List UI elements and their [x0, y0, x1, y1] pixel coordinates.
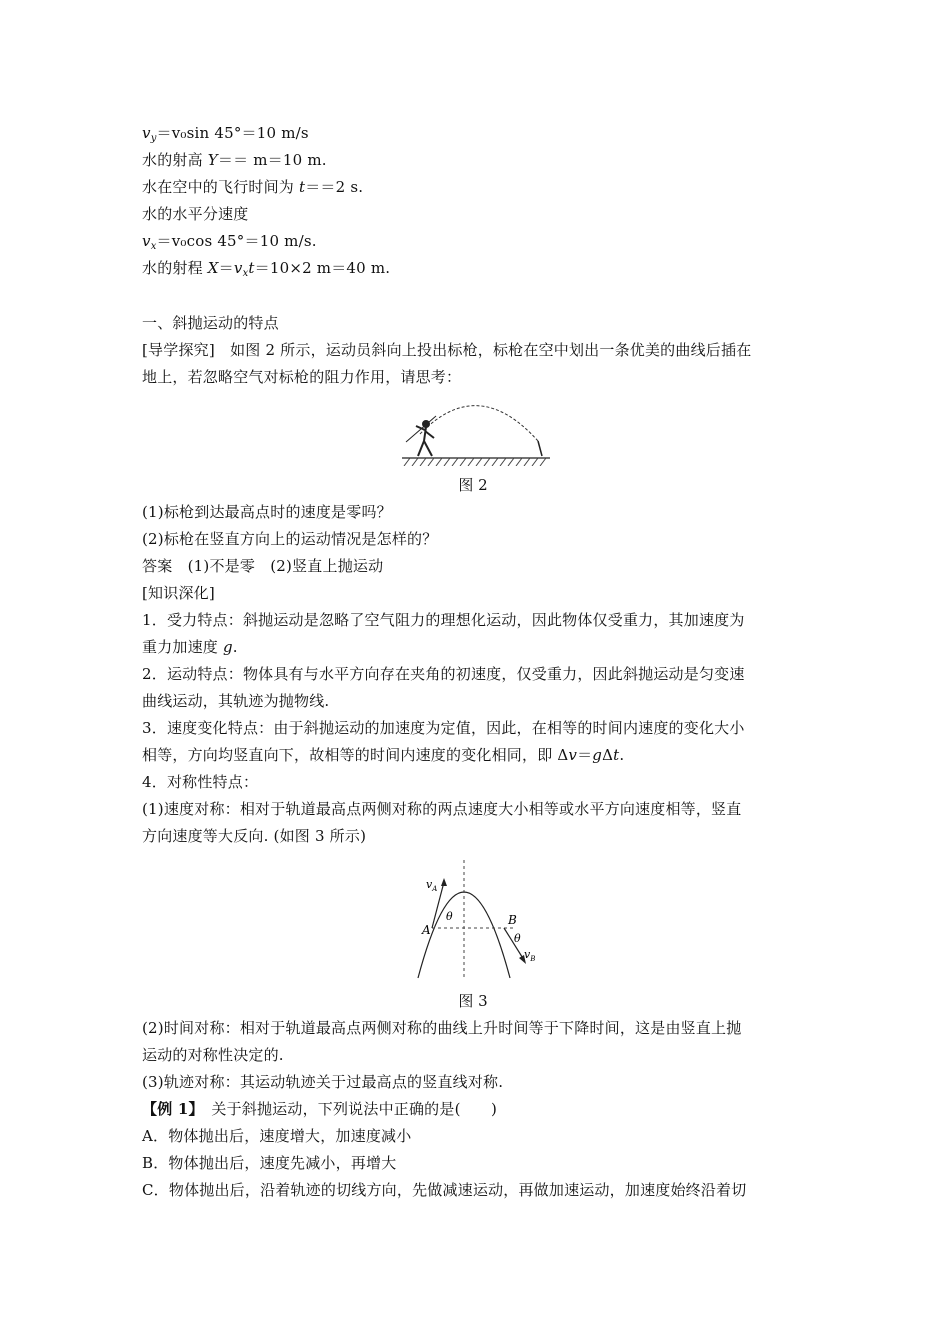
answer-line: 答案 (1)不是零 (2)竖直上抛运动: [142, 557, 384, 575]
symmetry-1-line-1: (1)速度对称：相对于轨道最高点两侧对称的两点速度大小相等或水平方向速度相等，竖直: [142, 800, 742, 818]
figure-2-javelin: [398, 396, 550, 466]
vy-equation: $v_y=v_0\sin$ 45°＝10 m/s: [142, 124, 309, 144]
point-1-line-2: 重力加速度 g.: [142, 638, 238, 656]
option-c: C．物体抛出后，沿着轨迹的切线方向，先做减速运动，再做加速运动，加速度始终沿着切: [142, 1181, 747, 1199]
question-2: (2)标枪在竖直方向上的运动情况是怎样的？: [142, 530, 438, 548]
option-b: B．物体抛出后，速度先减小，再增大: [142, 1154, 397, 1172]
example-1-stem: 【例 1】 关于斜抛运动，下列说法中正确的是( ): [142, 1100, 498, 1118]
fig3-vB-label: $v_B$: [524, 948, 536, 963]
fig3-point-B: B: [508, 913, 517, 927]
inquiry-text-2: 地上，若忽略空气对标枪的阻力作用，请思考：: [142, 368, 462, 386]
section-heading: 一、斜抛运动的特点: [142, 314, 279, 332]
flight-time-line: 水在空中的飞行时间为 t＝＝2 s.: [142, 178, 364, 196]
point-1-line-1: 1．受力特点：斜抛运动是忽略了空气阻力的理想化运动，因此物体仅受重力，其加速度为: [142, 611, 745, 629]
point-3-line-2: 相等，方向均竖直向下，故相等的时间内速度的变化相同，即 Δv＝gΔt.: [142, 746, 625, 764]
knowledge-heading: [知识深化]: [142, 584, 215, 602]
fig3-theta-right: θ: [514, 932, 521, 945]
point-2-line-1: 2．运动特点：物体具有与水平方向存在夹角的初速度，仅受重力，因此斜抛运动是匀变速: [142, 665, 745, 683]
option-a: A．物体抛出后，速度增大，加速度减小: [142, 1127, 412, 1145]
symmetry-2-line-2: 运动的对称性决定的.: [142, 1046, 284, 1064]
point-4-heading: 4．对称性特点：: [142, 773, 259, 791]
symmetry-1-line-2: 方向速度等大反向. (如图 3 所示): [142, 827, 367, 845]
horizontal-velocity-label: 水的水平分速度: [142, 205, 249, 223]
fig3-vA-label: $v_A$: [426, 878, 438, 893]
fig3-point-A: A: [422, 923, 431, 937]
figure-2-caption: 图 2: [458, 476, 488, 494]
range-line: 水的射程 $X=v_xt=10\times 2$ m＝40 m.: [142, 259, 391, 279]
fig3-theta-left: θ: [446, 910, 453, 923]
symmetry-3-line: (3)轨迹对称：其运动轨迹关于过最高点的竖直线对称.: [142, 1073, 504, 1091]
example-1-tag: 【例 1】: [142, 1100, 197, 1118]
vx-equation: $v_x=v_0\cos$ 45°＝10 m/s.: [142, 232, 317, 252]
figure-3-trajectory: [412, 858, 542, 984]
symmetry-2-line-1: (2)时间对称：相对于轨道最高点两侧对称的曲线上升时间等于下降时间，这是由竖直上抛: [142, 1019, 742, 1037]
point-2-line-2: 曲线运动，其轨迹为抛物线.: [142, 692, 330, 710]
question-1: (1)标枪到达最高点时的速度是零吗？: [142, 503, 392, 521]
figure-3-caption: 图 3: [458, 992, 488, 1010]
water-height-line: 水的射高 Y＝＝ m＝10 m.: [142, 151, 327, 169]
point-3-line-1: 3．速度变化特点：由于斜抛运动的加速度为定值，因此，在相等的时间内速度的变化大小: [142, 719, 745, 737]
inquiry-text-1: [导学探究] 如图 2 所示，运动员斜向上投出标枪，标枪在空中划出一条优美的曲线后插在: [142, 341, 752, 359]
athlete-icon: [406, 416, 436, 456]
